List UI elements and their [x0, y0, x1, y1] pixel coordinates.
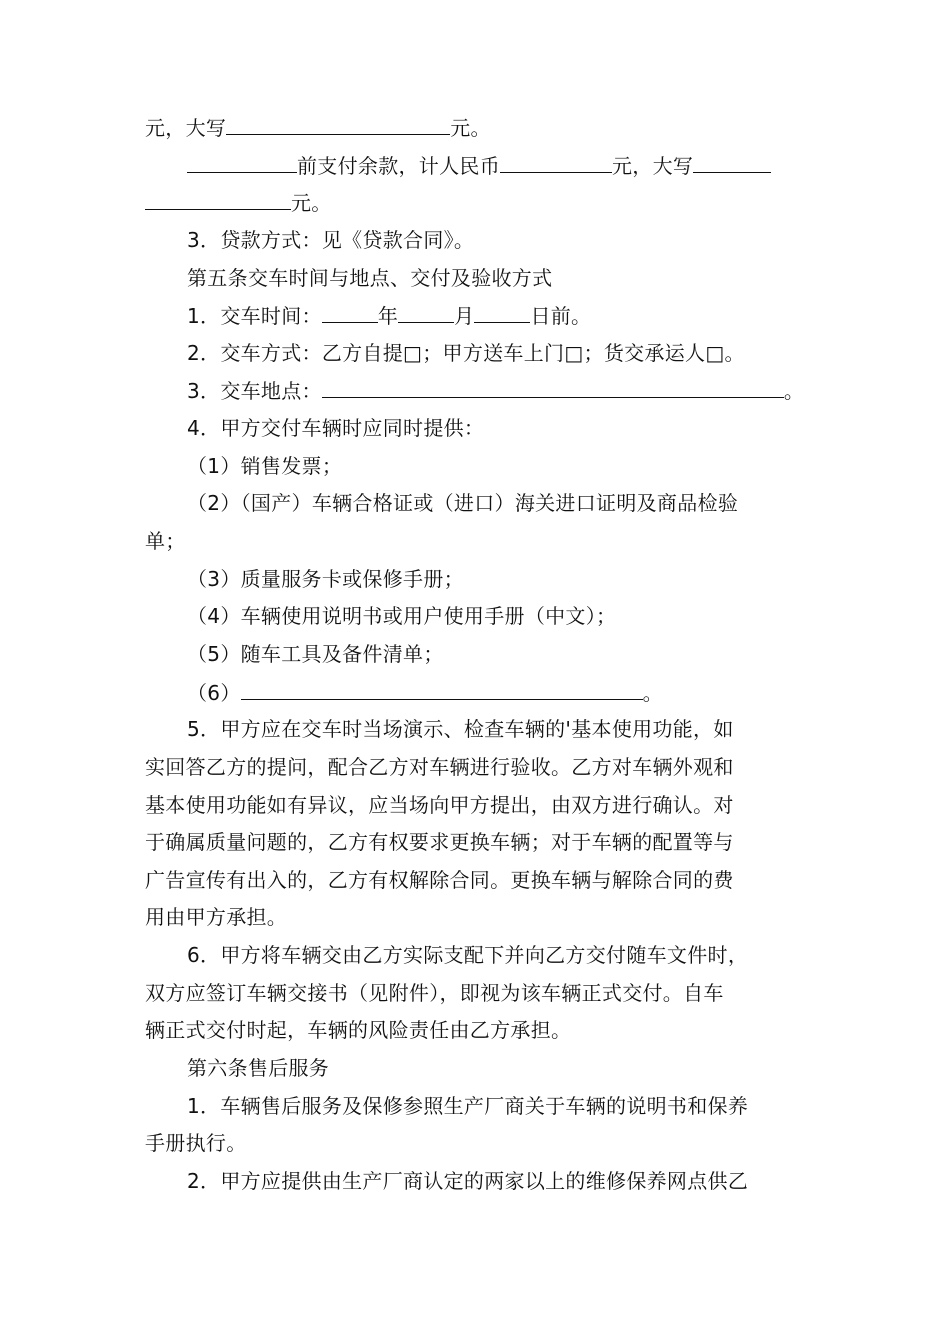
paragraph-line: 1．车辆售后服务及保修参照生产厂商关于车辆的说明书和保养: [187, 1093, 749, 1118]
blank-field[interactable]: [241, 682, 643, 700]
blank-field[interactable]: [226, 117, 450, 135]
paragraph-line: 5．甲方应在交车时当场演示、检查车辆的'基本使用功能，如: [187, 717, 734, 742]
day-blank[interactable]: [474, 305, 530, 323]
document-body: [145, 117, 810, 1209]
loan-method-line: 3．贷款方式：见《贷款合同》。: [187, 227, 475, 252]
blank-field[interactable]: [693, 155, 771, 173]
delivery-place-blank[interactable]: [322, 380, 784, 398]
paragraph-line: 双方应签订车辆交接书（见附件），即视为该车辆正式交付。自车: [145, 980, 724, 1005]
paragraph-line: 2．甲方应提供由生产厂商认定的两家以上的维修保养网点供乙: [187, 1168, 749, 1193]
paragraph-line: 元。: [145, 192, 810, 212]
delivery-method-line: 2．交车方式：乙方自提□；甲方送车上门□；货交承运人□。: [187, 340, 745, 365]
paragraph-line: 单；: [145, 529, 186, 554]
paragraph-line: 广告宣传有出入的，乙方有权解除合同。更换车辆与解除合同的费: [145, 867, 734, 892]
paragraph-line: 辆正式交付时起，车辆的风险责任由乙方承担。: [145, 1018, 572, 1043]
paragraph-line: 元，大写 元。: [145, 116, 491, 140]
list-item: （3）质量服务卡或保修手册；: [187, 566, 464, 591]
paragraph-line: 4．甲方交付车辆时应同时提供：: [187, 416, 485, 441]
blank-field[interactable]: [145, 192, 291, 210]
month-blank[interactable]: [398, 305, 454, 323]
article-6-heading: 第六条售后服务: [187, 1056, 330, 1081]
blank-field[interactable]: [187, 155, 297, 173]
paragraph-line: 前支付余款，计人民币 元，大写: [145, 155, 810, 175]
list-item: （6） 。: [187, 680, 663, 705]
paragraph-line: 1．交车时间： 年 月 日前。: [187, 304, 592, 329]
paragraph-line: 6．甲方将车辆交由乙方实际支配下并向乙方交付随车文件时，: [187, 943, 749, 968]
blank-field[interactable]: [500, 155, 612, 173]
paragraph-line: 3．交车地点： 。: [187, 379, 805, 404]
paragraph-line: 基本使用功能如有异议，应当场向甲方提出，由双方进行确认。对: [145, 792, 734, 817]
paragraph-line: 于确属质量问题的，乙方有权要求更换车辆；对于车辆的配置等与: [145, 830, 734, 855]
year-blank[interactable]: [322, 305, 378, 323]
paragraph-line: 用由甲方承担。: [145, 905, 288, 930]
list-item: （2）（国产）车辆合格证或（进口）海关进口证明及商品检验: [187, 491, 739, 516]
list-item: （5）随车工具及备件清单；: [187, 641, 444, 666]
article-5-heading: 第五条交车时间与地点、交付及验收方式: [187, 265, 553, 290]
list-item: （4）车辆使用说明书或用户使用手册（中文）；: [187, 604, 617, 629]
paragraph-line: 实回答乙方的提问，配合乙方对车辆进行验收。乙方对车辆外观和: [145, 754, 734, 779]
list-item: （1）销售发票；: [187, 453, 343, 478]
paragraph-line: 手册执行。: [145, 1131, 247, 1156]
